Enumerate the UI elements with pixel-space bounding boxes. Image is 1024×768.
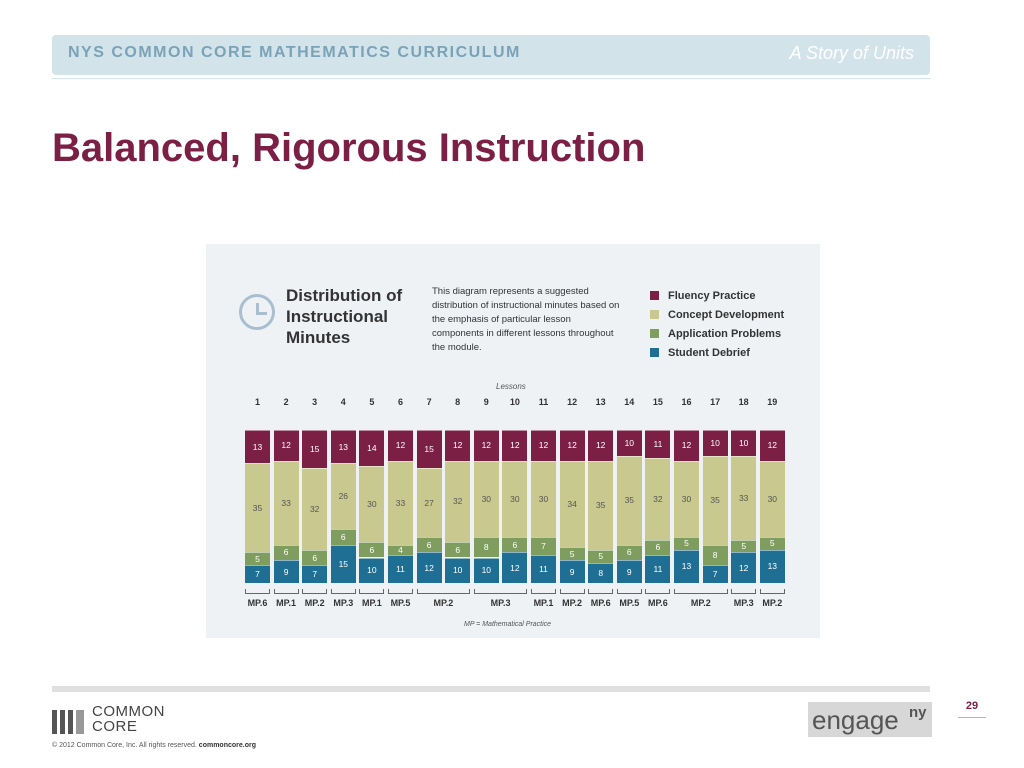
data-label: 5: [255, 553, 260, 564]
mp-label: MP.2: [690, 598, 711, 608]
lesson-tick-label: 9: [483, 397, 489, 407]
data-label: 12: [538, 440, 549, 451]
data-label: 8: [483, 542, 489, 553]
copyright-site[interactable]: commoncore.org: [198, 742, 256, 749]
copyright-text: © 2012 Common Core, Inc. All rights reserved.: [52, 742, 197, 749]
page-number: 29: [965, 700, 979, 712]
data-label: 10: [710, 437, 720, 448]
mp-note: MP = Mathematical Practice: [464, 621, 552, 628]
data-label: 30: [538, 493, 549, 504]
data-label: 35: [595, 500, 606, 511]
lesson-tick-label: 2: [283, 397, 289, 407]
data-label: 30: [510, 493, 520, 504]
mp-label: MP.1: [533, 598, 554, 608]
mp-bracket: [674, 589, 728, 594]
page-number-rule: [958, 717, 986, 718]
data-label: 12: [567, 440, 577, 451]
data-label: 30: [681, 493, 692, 504]
data-label: 35: [624, 495, 635, 506]
header-rule: [52, 78, 930, 79]
legend-label: Student Debrief: [668, 346, 750, 359]
data-label: 30: [481, 493, 492, 504]
data-label: 15: [338, 558, 349, 569]
data-label: 11: [396, 563, 405, 574]
mp-label: MP.1: [276, 598, 297, 608]
data-label: 35: [252, 502, 263, 513]
lesson-tick-label: 18: [738, 397, 749, 407]
data-label: 7: [255, 569, 260, 580]
lesson-tick-label: 6: [397, 397, 403, 407]
data-label: 32: [452, 496, 463, 507]
mp-bracket: [474, 589, 528, 594]
lesson-tick-label: 16: [681, 397, 692, 407]
mp-bracket: [331, 589, 356, 594]
data-label: 6: [512, 539, 518, 550]
header-bar: [52, 35, 930, 75]
chart-title: Distribution of Instructional Minutes: [286, 286, 403, 347]
lesson-tick-label: 12: [567, 397, 578, 407]
data-label: 12: [424, 562, 434, 573]
lesson-tick-label: 1: [254, 397, 260, 407]
mp-bracket: [560, 589, 585, 594]
data-label: 32: [309, 504, 320, 515]
mp-bracket: [359, 589, 384, 594]
logo-line1: COMMON: [92, 703, 165, 720]
lesson-tick-label: 7: [426, 397, 432, 407]
data-label: 10: [452, 565, 463, 576]
mp-label: MP.6: [590, 598, 611, 608]
mp-bracket: [245, 589, 270, 594]
data-label: 11: [539, 563, 548, 574]
data-label: 12: [281, 440, 291, 451]
data-label: 6: [369, 544, 375, 555]
data-label: 12: [595, 440, 606, 451]
data-label: 9: [569, 566, 575, 577]
data-label: 12: [510, 562, 520, 573]
data-label: 6: [340, 532, 346, 543]
data-label: 11: [653, 563, 663, 574]
data-label: 30: [767, 493, 778, 504]
data-label: 7: [712, 569, 718, 580]
data-label: 35: [710, 495, 720, 506]
mp-bracket: [417, 589, 471, 594]
data-label: 15: [424, 444, 434, 455]
mp-label: MP.2: [762, 598, 783, 608]
data-label: 6: [655, 542, 661, 553]
chart-description: This diagram represents a suggested distribution of instructional minutes based on the emphasis of particular lesson components in different lessons throughout the module.: [432, 286, 620, 353]
data-label: 12: [738, 562, 749, 573]
data-label: 10: [367, 565, 377, 576]
logo-line2: CORE: [92, 718, 138, 735]
lesson-tick-label: 5: [369, 397, 375, 407]
data-label: 33: [395, 497, 406, 508]
data-label: 4: [398, 544, 403, 555]
lesson-tick-label: 3: [312, 397, 318, 407]
mp-label: MP.6: [247, 598, 268, 608]
data-label: 12: [452, 440, 463, 451]
data-label: 7: [312, 569, 318, 580]
data-label: 13: [767, 561, 778, 572]
data-label: 9: [283, 566, 289, 577]
data-label: 32: [653, 493, 663, 504]
mp-bracket: [617, 589, 642, 594]
data-label: 12: [395, 440, 406, 451]
lesson-tick-label: 13: [595, 397, 606, 407]
mp-bracket: [531, 589, 556, 594]
data-label: 8: [712, 549, 718, 560]
lesson-tick-label: 14: [624, 397, 635, 407]
stacked-bar-chart: [206, 244, 820, 638]
data-label: 26: [338, 491, 349, 502]
mp-bracket: [302, 589, 327, 594]
legend-label: Application Problems: [668, 327, 782, 340]
mp-label: MP.2: [433, 598, 454, 608]
mp-bracket: [760, 589, 785, 594]
mp-bracket: [731, 589, 756, 594]
data-label: 6: [283, 547, 289, 558]
data-label: 12: [510, 440, 520, 451]
data-label: 13: [681, 561, 692, 572]
data-label: 5: [684, 538, 689, 549]
data-label: 10: [624, 437, 635, 448]
mp-label: MP.1: [361, 598, 382, 608]
distribution-figure: [206, 244, 820, 638]
mp-label: MP.6: [647, 598, 668, 608]
data-label: 6: [312, 552, 318, 563]
data-label: 15: [309, 444, 320, 455]
legend-label: Concept Development: [668, 308, 785, 321]
data-label: 33: [738, 492, 749, 503]
mp-label: MP.2: [304, 598, 325, 608]
engage-text: engage: [812, 705, 899, 735]
mp-label: MP.2: [562, 598, 583, 608]
data-label: 13: [252, 441, 263, 452]
lesson-tick-label: 4: [340, 397, 346, 407]
mp-label: MP.3: [490, 598, 511, 608]
data-label: 11: [653, 439, 663, 450]
lesson-tick-label: 19: [767, 397, 778, 407]
data-label: 9: [626, 566, 632, 577]
lesson-tick-label: 11: [538, 397, 549, 407]
data-label: 27: [424, 497, 434, 508]
mp-bracket: [588, 589, 613, 594]
data-label: 6: [426, 539, 432, 550]
lesson-tick-label: 8: [455, 397, 461, 407]
footer-rule: [52, 686, 930, 692]
common-core-logo: [52, 704, 165, 734]
mp-bracket: [274, 589, 299, 594]
lesson-tick-label: 10: [509, 397, 520, 407]
mp-label: MP.3: [733, 598, 754, 608]
mp-bracket: [388, 589, 413, 594]
mp-label: MP.5: [390, 598, 411, 608]
mp-label: MP.5: [619, 598, 640, 608]
data-label: 5: [569, 548, 575, 559]
data-label: 12: [767, 440, 778, 451]
data-label: 10: [481, 565, 492, 576]
data-label: 5: [769, 538, 775, 549]
data-label: 33: [281, 497, 291, 508]
lesson-tick-label: 17: [710, 397, 721, 407]
common-core-logo-icon: [52, 704, 86, 734]
data-label: 12: [481, 440, 492, 451]
slide-title: Balanced, Rigorous Instruction: [52, 126, 646, 170]
mp-label: MP.3: [333, 598, 354, 608]
data-label: 6: [455, 544, 461, 555]
data-label: 5: [741, 541, 747, 552]
data-label: 10: [738, 437, 749, 448]
data-label: 30: [367, 498, 377, 509]
data-label: 12: [681, 440, 692, 451]
data-label: 34: [567, 498, 577, 509]
mp-bracket: [645, 589, 670, 594]
data-label: 14: [367, 442, 377, 453]
lessons-caption: Lessons: [496, 382, 526, 391]
data-label: 13: [338, 441, 349, 452]
engage-superscript: ny: [909, 704, 927, 721]
copyright: [52, 742, 256, 749]
data-label: 8: [598, 567, 604, 578]
data-label: 7: [541, 541, 546, 552]
lesson-tick-label: 15: [652, 397, 663, 407]
engage-ny-logo: [808, 702, 932, 737]
data-label: 6: [626, 547, 632, 558]
legend-label: Fluency Practice: [668, 289, 756, 302]
data-label: 5: [598, 551, 604, 562]
curriculum-title: NYS COMMON CORE MATHEMATICS CURRICULUM: [68, 44, 521, 61]
story-title: A Story of Units: [789, 43, 914, 63]
